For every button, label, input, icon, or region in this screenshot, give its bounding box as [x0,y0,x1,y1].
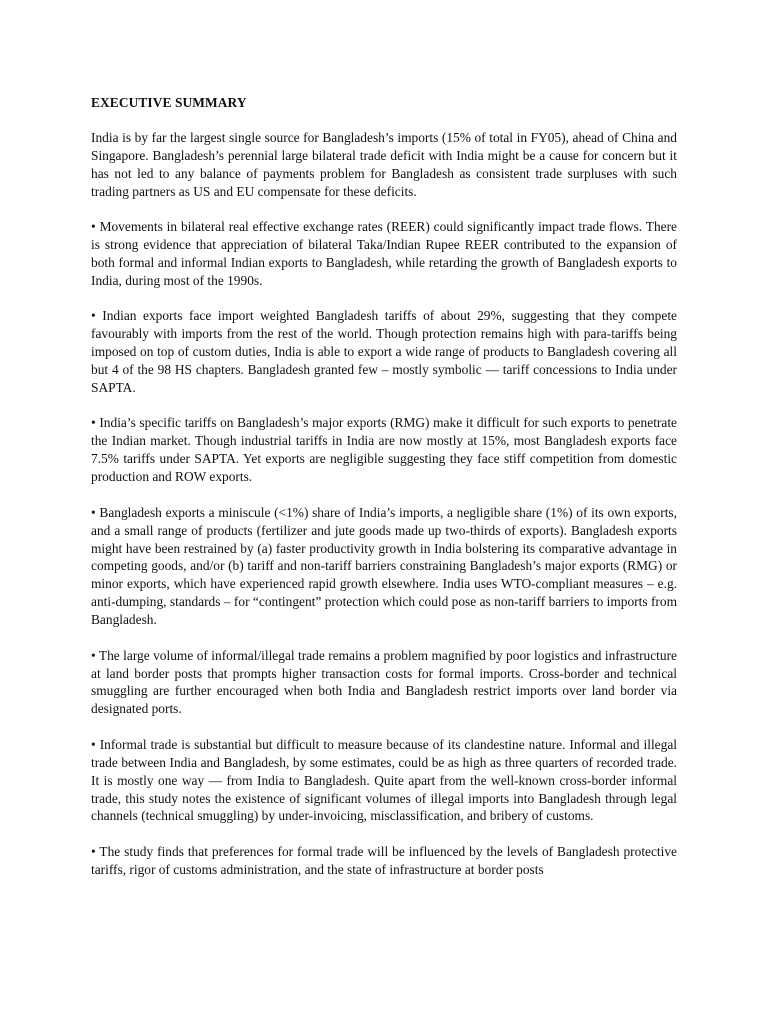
bullet-paragraph [91,843,677,879]
intro-paragraph: India is by far the largest single source for Bangladesh’s imports (15% of total in FY05), ahead of China and Singapore. Bangladesh’s perennial large bilateral trade deficit with India might be a cause for concern but it has not led to any balance of payments problem for Bangladesh as consistent trade surpluses with such trading partners as US and EU compensate for these deficits. [91,129,677,199]
bullet-symbol: • [91,647,96,663]
bullet-symbol: • [91,736,96,752]
bullet-text: India’s specific tariffs on Bangladesh’s major exports (RMG) make it difficult for such exports to penetrate the Indian market. Though industrial tariffs in India are now mostly at 15%, most Bangladesh exports face 7.5% tariffs under SAPTA. Yet exports are negligible suggesting they face stiff competition from domestic production and ROW exports. [91,415,677,485]
bullet-symbol: • [91,843,96,859]
bullet-text: Informal trade is substantial but difficult to measure because of its clandestine nature. Informal and illegal trade between India and Bangladesh, by some estimates, could be as high as three quarters of recorded trade. It is mostly one way — from India to Bangladesh. Quite apart from the well-known cross-border informal trade, this study notes the existence of significant volumes of illegal imports into Bangladesh through legal channels (technical smuggling) by under-invoicing, misclassification, and bribery of customs. [91,736,677,824]
document-body [91,94,677,896]
bullet-symbol: • [91,415,96,431]
bullet-text: Bangladesh exports a miniscule (<1%) share of India’s imports, a negligible share (1%) of its own exports, and a small range of products (fertilizer and jute goods made up two-thirds of exports). Bangladesh exports might have been restrained by (a) faster productivity growth in India bolstering its comparative advantage in competing goods, and/or (b) tariff and non-tariff barriers constraining Bangladesh’s major exports (RMG) or minor exports, which have experienced rapid growth elsewhere. India uses WTO-compliant measures – e.g. anti-dumping, standards – for “contingent” protection which could pose as non-tariff barriers to imports from Bangladesh. [91,504,677,628]
bullet-symbol: • [91,219,96,235]
bullet-text: Indian exports face import weighted Bangladesh tariffs of about 29%, suggesting that they compete favourably with imports from the rest of the world. Though protection remains high with para-tariffs being imposed on top of custom duties, India is able to export a wide range of products to Bangladesh covering all but 4 of the 98 HS chapters. Bangladesh granted few – mostly symbolic — tariff concessions to India under SAPTA. [91,308,677,395]
bullet-paragraph [91,218,677,290]
bullet-text: The large volume of informal/illegal trade remains a problem magnified by poor logistics and infrastructure at land border posts that prompts higher transaction costs for formal imports. Cross-border and technical smuggling are further encouraged when both India and Bangladesh restrict imports over land border via designated ports. [91,647,678,717]
bullet-text: The study finds that preferences for formal trade will be influenced by the levels of Bangladesh protective tariffs, rigor of customs administration, and the state of infrastructure at border posts [91,843,678,877]
bullet-paragraph [91,647,677,719]
bullet-paragraph [91,307,677,397]
bullet-symbol: • [91,504,96,520]
section-heading: EXECUTIVE SUMMARY [91,95,247,110]
bullet-symbol: • [91,308,96,324]
bullet-paragraph [91,736,677,826]
bullet-text: Movements in bilateral real effective exchange rates (REER) could significantly impact trade flows. There is strong evidence that appreciation of bilateral Taka/Indian Rupee REER contributed to the expansion of both formal and informal Indian exports to Bangladesh, while retarding the growth of Bangladesh exports to India, during most of the 1990s. [91,219,677,288]
bullet-paragraph [91,504,677,629]
bullet-paragraph [91,414,677,486]
